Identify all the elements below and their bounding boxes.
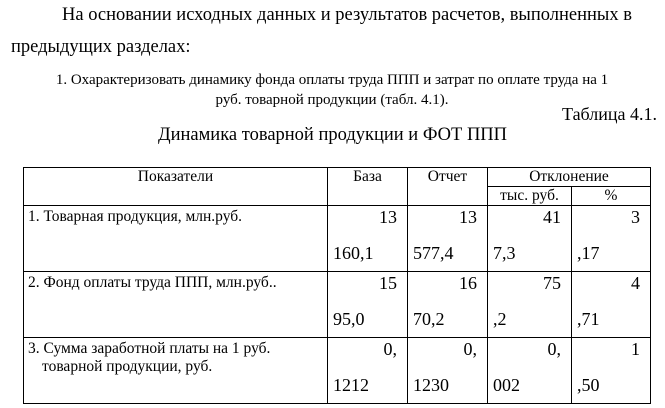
header-report: Отчет <box>408 168 488 206</box>
cell-value-part: 15 <box>379 273 397 293</box>
row-name-line1: 3. Сумма заработной платы на 1 руб. <box>28 340 271 357</box>
cell-value-part: 0, <box>383 339 397 359</box>
task-item-line1: 1. Охарактеризовать динамику фонда оплаты труда ППП и затрат по оплате труда на 1 <box>55 72 609 88</box>
table-row <box>24 272 651 338</box>
cell-dev-abs <box>488 206 572 272</box>
cell-value-part: 1 <box>631 339 641 359</box>
cell-value-part: 70,2 <box>413 309 445 329</box>
intro-paragraph-line1: На основании исходных данных и результатов расчетов, выполненных в <box>62 5 632 25</box>
table-title: Динамика товарной продукции и ФОТ ППП <box>157 125 508 145</box>
cell-value-part: ,2 <box>493 309 507 329</box>
header-base: База <box>328 168 408 206</box>
cell-value-part: 95,0 <box>333 309 365 329</box>
header-percent: % <box>572 187 651 206</box>
cell-value-part: 577,4 <box>413 243 454 263</box>
cell-dev-abs <box>488 338 572 404</box>
cell-report <box>408 338 488 404</box>
cell-value-part: 0, <box>463 339 477 359</box>
cell-value-part: 002 <box>493 375 520 395</box>
cell-dev-pct <box>572 206 651 272</box>
cell-value-part: 4 <box>631 273 641 293</box>
cell-value-part: ,71 <box>577 309 600 329</box>
intro-paragraph-line2: предыдущих разделах: <box>11 37 191 57</box>
row-name: 2. Фонд оплаты труда ППП, млн.руб.. <box>24 272 328 338</box>
cell-value-part: 41 <box>543 207 561 227</box>
row-name: 1. Товарная продукция, млн.руб. <box>24 206 328 272</box>
cell-base <box>328 272 408 338</box>
table-row <box>24 338 651 404</box>
cell-value-part: 3 <box>631 207 641 227</box>
cell-value-part: ,17 <box>577 243 600 263</box>
cell-base <box>328 338 408 404</box>
header-indicators: Показатели <box>24 168 328 206</box>
cell-dev-abs <box>488 272 572 338</box>
cell-value-part: 1212 <box>333 375 369 395</box>
cell-value-part: 16 <box>459 273 477 293</box>
cell-value-part: 13 <box>379 207 397 227</box>
header-thousand-rub: тыс. руб. <box>488 187 572 206</box>
data-table <box>23 167 651 404</box>
table-row <box>24 206 651 272</box>
cell-report <box>408 206 488 272</box>
row-name <box>24 338 328 404</box>
cell-value-part: 0, <box>547 339 561 359</box>
cell-value-part: 7,3 <box>493 243 516 263</box>
cell-dev-pct <box>572 338 651 404</box>
cell-value-part: 75 <box>543 273 561 293</box>
cell-value-part: 160,1 <box>333 243 374 263</box>
header-deviation: Отклонение <box>488 168 651 187</box>
cell-base <box>328 206 408 272</box>
table-number: Таблица 4.1. <box>562 104 657 124</box>
cell-report <box>408 272 488 338</box>
task-item-line2: руб. товарной продукции (табл. 4.1). <box>215 92 449 108</box>
cell-value-part: ,50 <box>577 375 600 395</box>
cell-value-part: 1230 <box>413 375 449 395</box>
cell-value-part: 13 <box>459 207 477 227</box>
row-name-line2: товарной продукции, руб. <box>42 358 213 375</box>
cell-dev-pct <box>572 272 651 338</box>
